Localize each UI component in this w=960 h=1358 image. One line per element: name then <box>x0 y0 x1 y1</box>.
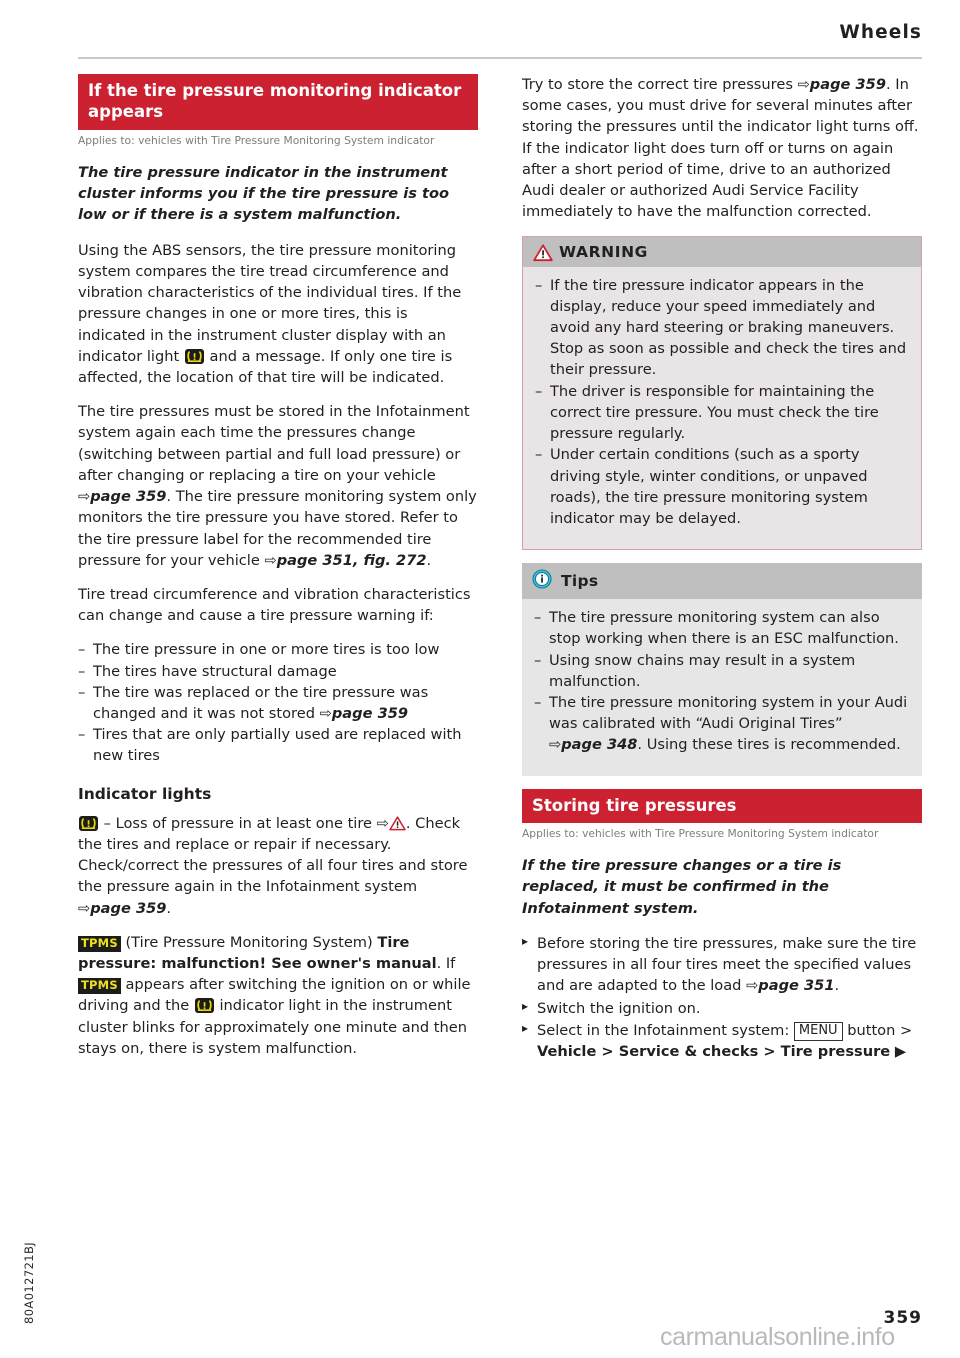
list-item: – The tire pressure monitoring system in your Audi was calibrated with “Audi Original Tires” ⇨page 348. Using these tires is recommended. <box>534 692 910 756</box>
list-item <box>78 639 478 660</box>
xref-page-351-fig-272[interactable]: page 351, fig. 272 <box>276 551 427 569</box>
tips-callout-body <box>522 599 922 776</box>
intro-paragraph-right: If the tire pressure changes or a tire is replaced, it must be confirmed in the Infotainment system. <box>522 857 842 917</box>
paragraph-top-part-a: Try to store the correct tire pressures <box>522 76 798 93</box>
xref-page-351[interactable]: page 351 <box>758 977 835 995</box>
list-item: – If the tire pressure indicator appears in the display, reduce your speed immediately and avoid any hard steering or braking maneuvers. Stop as soon as possible and check the tires and their pressure. <box>535 275 909 381</box>
tpms-text-a: (Tire Pressure Monitoring System) <box>120 933 378 951</box>
section-title-tpms-indicator: If the tire pressure monitoring indicator appears <box>78 74 478 130</box>
paragraph-top-part-b: . In some cases, you must drive for several minutes after storing the pressures until the indicator light turns off. If the indicator light does turn off or turns on again after a short period of time, drive to an authorized Audi dealer or authorized Audi Service Facility immediately to have the malfunction corrected. <box>522 76 919 221</box>
tips-items-list <box>534 607 910 756</box>
continuation-arrow-icon: ▶ <box>894 1043 907 1061</box>
tips-callout <box>522 563 922 776</box>
cause-text: The tires have structural damage <box>93 662 337 680</box>
causes-list <box>78 639 478 766</box>
warning-triangle-icon <box>389 816 406 831</box>
applies-to-note-right: Applies to: vehicles with Tire Pressure Monitoring System indicator <box>522 827 879 841</box>
page-number: 359 <box>883 1308 922 1328</box>
indicator-low-text-a: – Loss of pressure in at least one tire <box>99 814 377 832</box>
info-circle-icon <box>532 569 552 593</box>
indicator-light-low-pressure: – Loss of pressure in at least one tire ⇨ . Check the tires and replace or repair if necessary. Check/correct the pressures of all four tires and store the pressure again in the Infotainment system ⇨page 359. <box>78 814 468 917</box>
tpms-text-c: appears after switching the ignition on or while driving and the <box>78 976 471 1015</box>
tpms-badge-icon: TPMS <box>78 936 121 952</box>
paragraph-store-part-b: . The tire pressure monitoring system only monitors the tire pressure you have stored. Refer to the tire pressure label for the recommended tire pressure for your vehicle <box>78 488 477 569</box>
warning-items-list <box>535 275 909 530</box>
list-item: ▸ Before storing the tire pressures, make sure the tire pressures in all four tires meet the specified values and are adapted to the load ⇨page 351. <box>522 933 922 997</box>
section-title-storing-pressures: Storing tire pressures <box>522 789 922 823</box>
subheading-indicator-lights: Indicator lights <box>78 784 212 803</box>
watermark: carmanualsonline.info <box>660 1323 895 1351</box>
paragraph-store-part-c: . <box>426 551 432 569</box>
list-item <box>78 724 478 766</box>
tip-text: Using snow chains may result in a system malfunction. <box>549 651 856 690</box>
step-menu-text-a: Select in the Infotainment system: <box>537 1021 794 1039</box>
menu-path: Vehicle > Service & checks > Tire pressure <box>537 1043 891 1061</box>
tip-text-tail: . Using these tires is recommended. <box>637 736 901 754</box>
paragraph-abs-sensors-part-b: and a message. If only one tire is affected, the location of that tire will be indicated. <box>78 347 453 386</box>
list-item: – Under certain conditions (such as a sporty driving style, winter conditions, or unpaved roads), the tire pressure monitoring system indicator may be delayed. <box>535 444 909 529</box>
page-header <box>78 22 922 56</box>
xref-page-359-a[interactable]: page 359 <box>90 488 167 506</box>
left-column <box>78 74 478 1072</box>
tpms-message-bold: Tire pressure: malfunction! See owner's manual <box>78 933 437 972</box>
warning-callout <box>522 236 922 551</box>
chapter-title: Wheels <box>839 22 922 43</box>
list-item <box>78 661 478 682</box>
tire-pressure-indicator-icon <box>195 998 214 1013</box>
applies-to-note-left: Applies to: vehicles with Tire Pressure Monitoring System indicator <box>78 133 435 147</box>
list-item: – The tire was replaced or the tire pressure was changed and it was not stored ⇨page 359 <box>78 682 478 724</box>
list-item <box>534 650 910 692</box>
tire-pressure-indicator-icon <box>79 816 98 831</box>
indicator-low-text-b: . Check the tires and replace or repair if necessary. Check/correct the pressures of all four tires and store the pressure again in the Infotainment system <box>78 814 468 896</box>
warning-callout-header <box>523 237 921 267</box>
tips-callout-header <box>522 563 922 599</box>
intro-paragraph-left: The tire pressure indicator in the instrument cluster informs you if the tire pressure is too low or if there is a system malfunction. <box>78 164 450 224</box>
tpms-badge-icon-2: TPMS <box>78 978 121 994</box>
tpms-text-b: . If <box>436 955 456 972</box>
step-text: Before storing the tire pressures, make sure the tire pressures in all four tires meet the specified values and are adapted to the load <box>537 934 917 995</box>
warning-callout-body <box>523 267 921 550</box>
storing-steps-list <box>522 933 922 1062</box>
paragraph-abs-sensors-part-a: Using the ABS sensors, the tire pressure monitoring system compares the tire tread circumference and vibration characteristics of the individual tires. If the pressure changes in one or more tires, this is indicated in the instrument cluster display with an indicator light <box>78 241 462 365</box>
cause-text: Tires that are only partially used are replaced with new tires <box>93 726 462 765</box>
paragraph-store-part-a: The tire pressures must be stored in the Infotainment system again each time the pressures change (switching between partial and full load pressure) or after changing or replacing a tire on your vehicle <box>78 403 470 484</box>
xref-page-359-d[interactable]: page 359 <box>809 76 886 93</box>
right-column <box>522 74 922 1063</box>
list-item <box>522 1020 922 1062</box>
tip-text: The tire pressure monitoring system in your Audi was calibrated with “Audi Original Tires” <box>549 694 908 733</box>
tip-text: The tire pressure monitoring system can also stop working when there is an ESC malfunction. <box>549 609 899 648</box>
page-columns <box>78 74 922 1072</box>
paragraph-store-pressures: The tire pressures must be stored in the Infotainment system again each time the pressures change (switching between partial and full load pressure) or after changing or replacing a tire on your vehicle ⇨page 359. The tire pressure monitoring system only monitors the tire pressure you have stored. Refer to the tire pressure label for the recommended tire pressure for your vehicle ⇨page 351, fig. 272. <box>78 403 477 569</box>
menu-button-key[interactable]: MENU <box>794 1022 843 1041</box>
step-text-tail: . <box>834 977 840 995</box>
xref-page-359-b[interactable]: page 359 <box>331 705 409 723</box>
paragraph-abs-sensors <box>78 240 478 389</box>
paragraph-tread-circumference: Tire tread circumference and vibration characteristics can change and cause a tire pressure warning if: <box>78 585 471 625</box>
document-part-code: 80A012721BJ <box>22 1241 36 1324</box>
tpms-text-d: indicator light in the instrument cluster blinks for approximately one minute and then stays on, there is system malfunction. <box>78 997 468 1057</box>
cause-text: The tire pressure in one or more tires is too low <box>93 641 440 659</box>
step-text: Switch the ignition on. <box>537 999 701 1017</box>
xref-page-348[interactable]: page 348 <box>561 736 638 754</box>
list-item <box>534 607 910 649</box>
warning-callout-title: WARNING <box>559 242 648 261</box>
indicator-light-tpms-malfunction <box>78 932 478 1059</box>
step-menu-text-b: button > <box>842 1021 913 1039</box>
paragraph-store-correct-pressures: Try to store the correct tire pressures ⇨page 359. In some cases, you must drive for several minutes after storing the pressures until the indicator light turns off. If the indicator light does turn off or turns on again after a short period of time, drive to an authorized Audi dealer or authorized Audi Service Facility immediately to have the malfunction corrected. <box>522 76 919 221</box>
list-item <box>522 998 922 1019</box>
tire-pressure-indicator-icon <box>185 349 204 364</box>
list-item: – The driver is responsible for maintaining the correct tire pressure. You must check the tire pressure regularly. <box>535 381 909 445</box>
cause-text: The tire was replaced or the tire pressure was changed and it was not stored <box>93 683 429 723</box>
xref-page-359-c[interactable]: page 359 <box>90 899 167 917</box>
warning-triangle-icon <box>533 244 550 259</box>
header-divider <box>78 57 922 59</box>
tips-callout-title: Tips <box>561 572 599 591</box>
indicator-low-text-c: . <box>166 899 172 917</box>
